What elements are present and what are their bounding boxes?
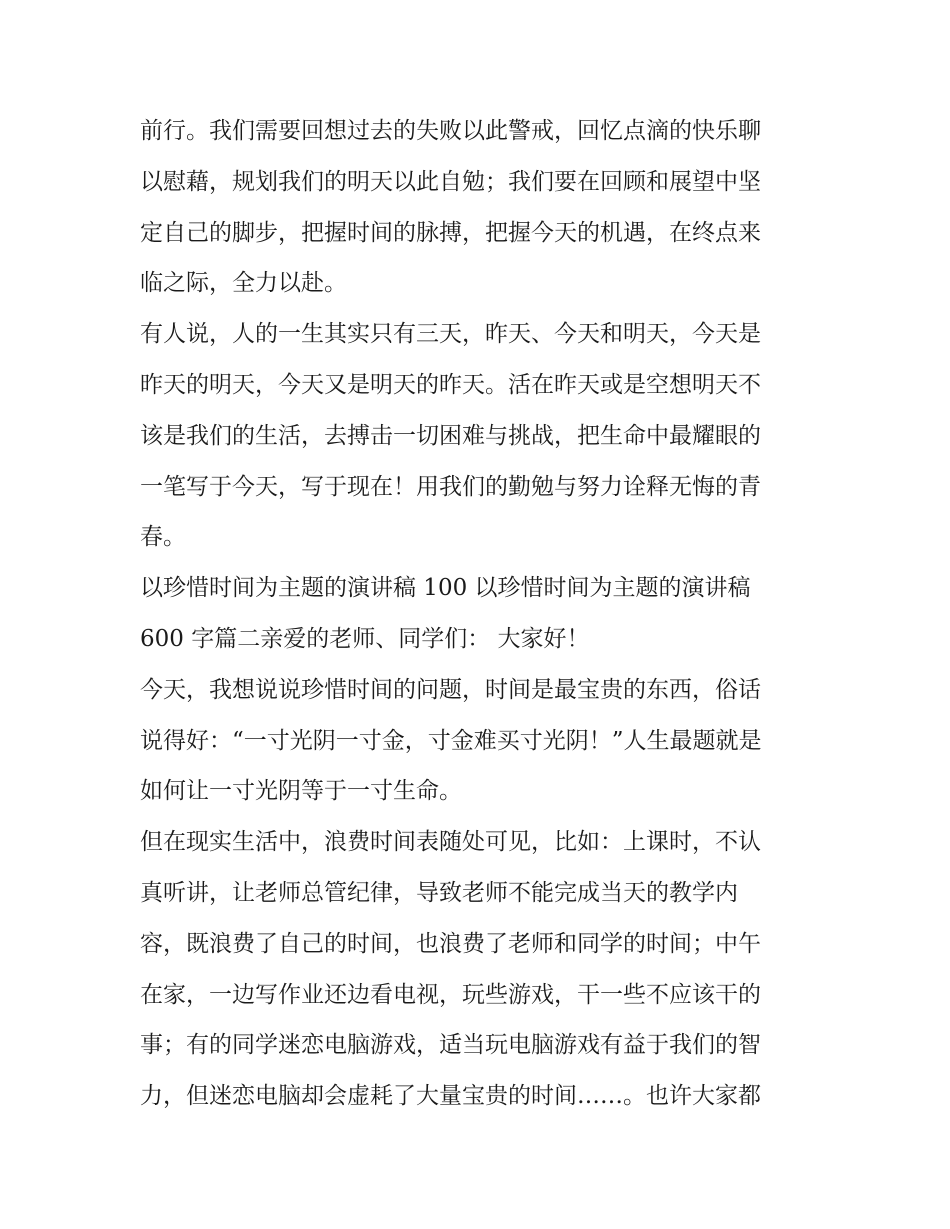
text-line: 昨天的明天，今天又是明天的昨天。活在昨天或是空想明天不 <box>140 371 761 398</box>
text-line: 春。 <box>140 524 186 551</box>
text-line: 前行。我们需要回想过去的失败以此警戒，回忆点滴的快乐聊 <box>140 118 761 144</box>
text-line: 如何让一寸光阴等于一寸生命。 <box>140 778 462 805</box>
text-line: 在家，一边写作业还边看电视，玩些游戏，干一些不应该干的 <box>140 981 761 1008</box>
text-line: 以慰藉，规划我们的明天以此自勉；我们要在回顾和展望中坚 <box>140 168 761 195</box>
text-line: 定自己的脚步，把握时间的脉搏，把握今天的机遇，在终点来 <box>140 219 761 246</box>
text-line: 该是我们的生活，去搏击一切困难与挑战，把生命中最耀眼的 <box>140 422 761 449</box>
text-line: 但在现实生活中，浪费时间表随处可见，比如：上课时，不认 <box>140 829 761 856</box>
text-line: 以珍惜时间为主题的演讲稿 100 以珍惜时间为主题的演讲稿 <box>140 575 751 602</box>
text-line: 事；有的同学迷恋电脑游戏，适当玩电脑游戏有益于我们的智 <box>140 1032 761 1059</box>
text-line: 临之际，全力以赴。 <box>140 270 347 297</box>
text-line: 容，既浪费了自己的时间，也浪费了老师和同学的时间；中午 <box>140 930 761 957</box>
text-line: 今天，我想说说珍惜时间的问题，时间是最宝贵的东西，俗话 <box>140 676 761 703</box>
text-line: 有人说，人的一生其实只有三天，昨天、今天和明天，今天是 <box>140 321 761 348</box>
text-line: 力，但迷恋电脑却会虚耗了大量宝贵的时间……。也许大家都 <box>140 1083 761 1110</box>
text-line: 一笔写于今天，写于现在！用我们的勤勉与努力诠释无悔的青 <box>140 473 761 500</box>
text-line: 说得好：“一寸光阴一寸金，寸金难买寸光阴！”人生最题就是 <box>140 727 762 754</box>
document-body <box>140 106 820 1122</box>
text-line: 600 字篇二亲爱的老师、同学们： 大家好！ <box>140 625 590 652</box>
text-line: 真听讲，让老师总管纪律，导致老师不能完成当天的教学内 <box>140 879 738 906</box>
